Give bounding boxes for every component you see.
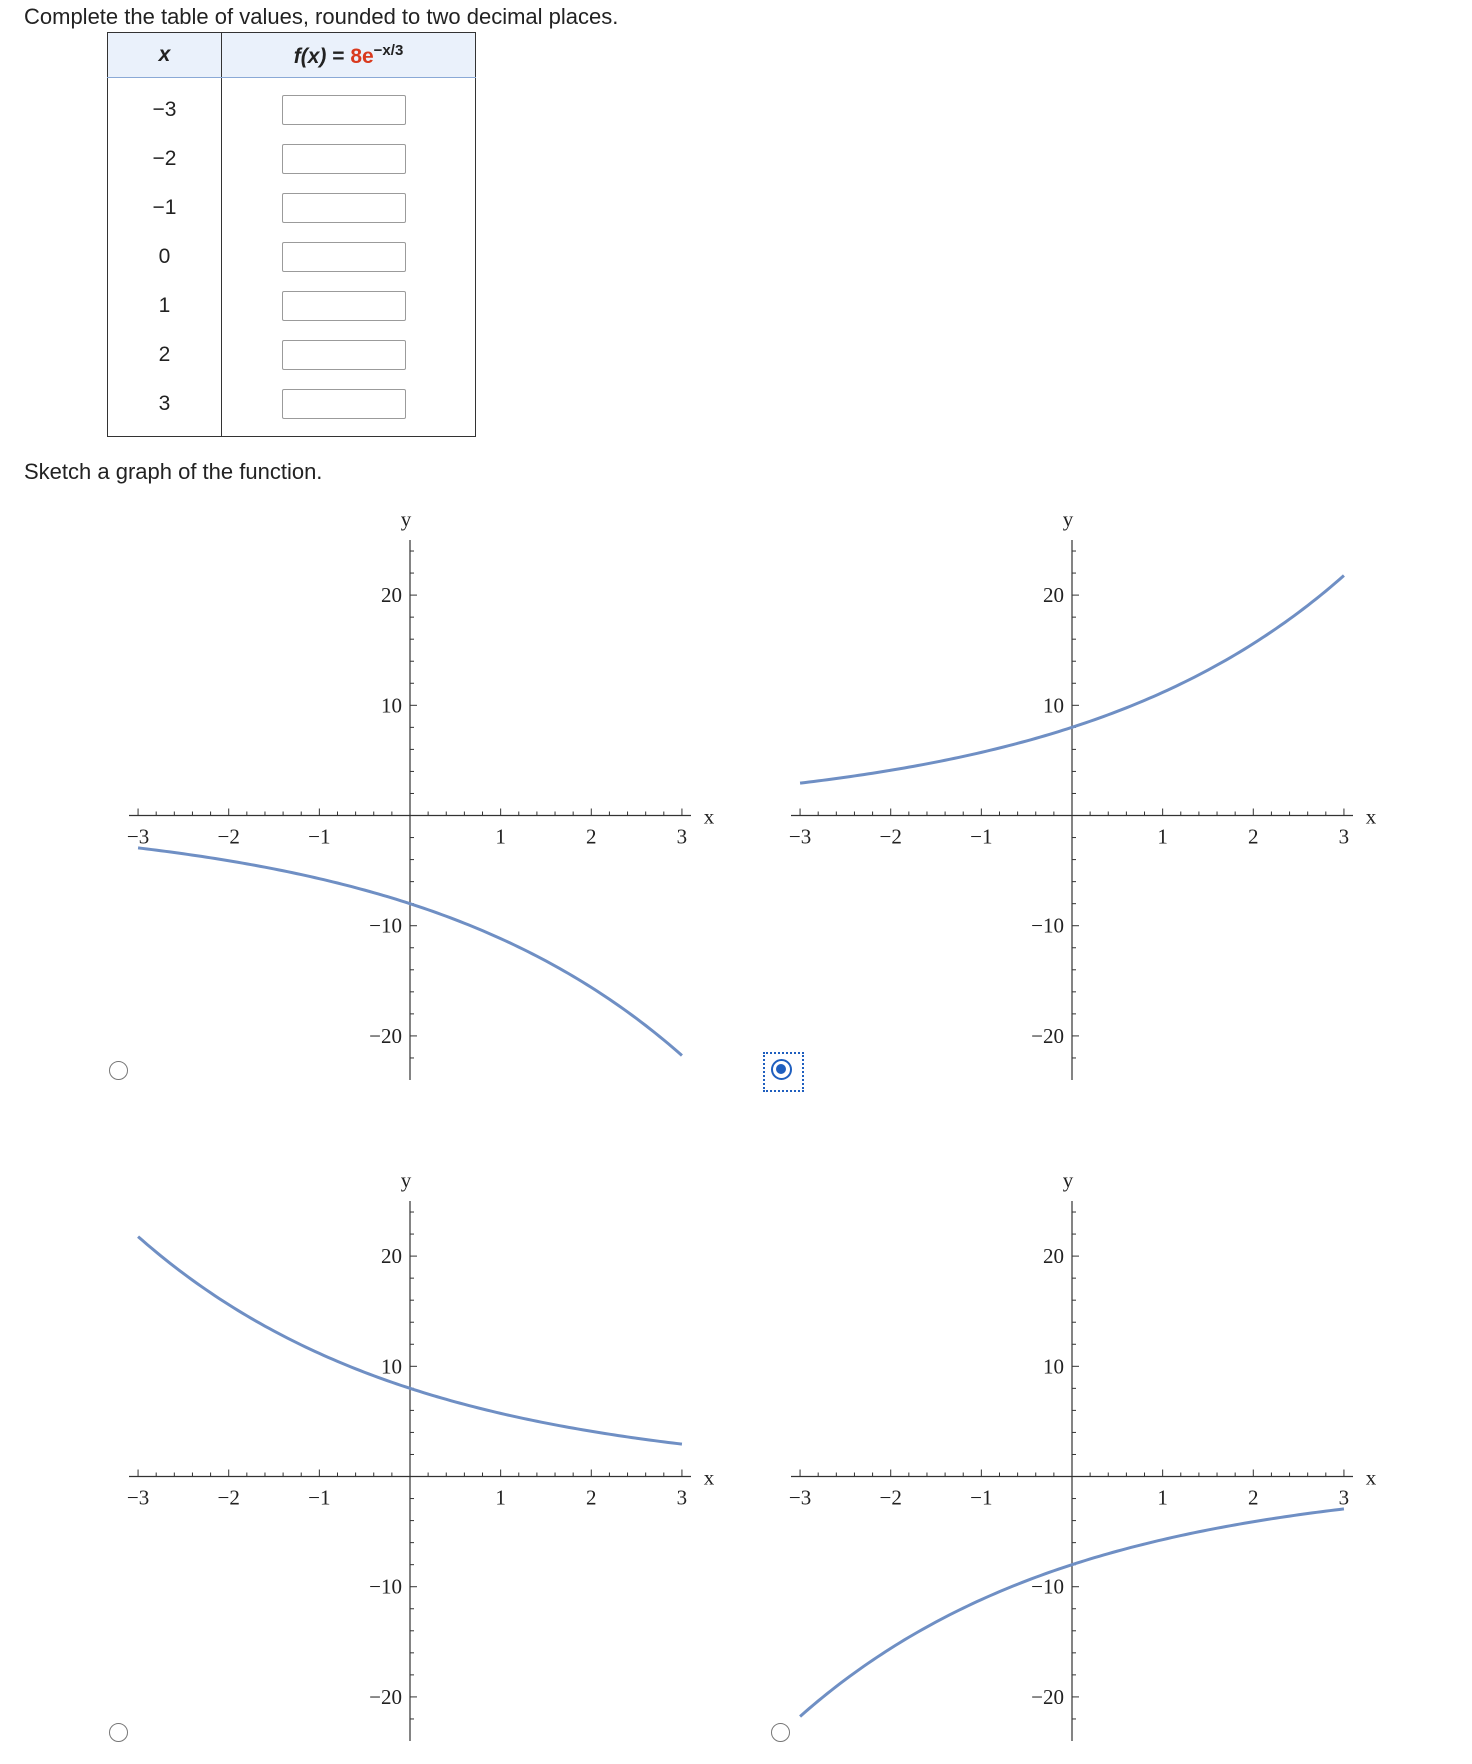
table-row (108, 134, 476, 183)
equals-sign: = (326, 44, 351, 68)
fx-cell (222, 281, 476, 330)
x-tick-label: −2 (879, 1485, 902, 1510)
header-x: x (108, 33, 222, 78)
y-axis-label: y (1062, 507, 1074, 531)
y-tick-label: −10 (369, 913, 402, 938)
table-header-row (108, 33, 476, 78)
fx-input-row-5[interactable] (282, 291, 406, 321)
y-tick-label: −20 (369, 1023, 402, 1048)
x-tick-label: −1 (308, 824, 331, 849)
y-tick-label: 10 (381, 693, 402, 718)
function-coefficient: 8e (350, 44, 374, 68)
table-row (108, 330, 476, 379)
table-row (108, 232, 476, 281)
graph-option-b-radio[interactable] (771, 1059, 792, 1080)
x-value: 2 (108, 330, 222, 379)
y-tick-label: −20 (1031, 1684, 1064, 1709)
graph-option-c[interactable] (120, 1161, 720, 1751)
x-axis-label: x (703, 804, 715, 829)
x-value: −1 (108, 183, 222, 232)
fx-input-row-6[interactable] (282, 340, 406, 370)
x-tick-label: 2 (586, 824, 597, 849)
header-function (222, 33, 476, 78)
x-tick-label: 2 (1248, 1485, 1259, 1510)
fx-cell (222, 183, 476, 232)
x-tick-label: 1 (1157, 824, 1168, 849)
x-tick-label: −1 (970, 824, 993, 849)
table-instructions: Complete the table of values, rounded to two decimal places. (24, 4, 619, 29)
function-exponent: −x/3 (373, 41, 404, 59)
x-value: 3 (108, 379, 222, 437)
x-tick-label: 3 (676, 1485, 688, 1510)
y-tick-label: −20 (1031, 1023, 1064, 1048)
y-axis-label: y (400, 1168, 412, 1192)
y-tick-label: −20 (369, 1684, 402, 1709)
fx-cell (222, 330, 476, 379)
fx-input-row-7[interactable] (282, 389, 406, 419)
x-tick-label: −1 (970, 1485, 993, 1510)
x-tick-label: 2 (1248, 824, 1259, 849)
fx-cell (222, 379, 476, 437)
y-tick-label: −10 (369, 1574, 402, 1599)
x-tick-label: 3 (1338, 824, 1350, 849)
x-tick-label: 1 (1157, 1485, 1168, 1510)
x-tick-label: −3 (126, 824, 150, 849)
table-row (108, 281, 476, 330)
x-tick-label: 3 (676, 824, 688, 849)
y-axis-label: y (400, 507, 412, 531)
fx-cell (222, 232, 476, 281)
table-row (108, 183, 476, 232)
fx-input-row-2[interactable] (282, 144, 406, 174)
y-tick-label: 20 (1043, 1244, 1064, 1269)
graph-option-d[interactable] (782, 1161, 1382, 1751)
x-tick-label: 2 (586, 1485, 597, 1510)
x-value: −2 (108, 134, 222, 183)
fx-cell (222, 78, 476, 135)
y-tick-label: 10 (1043, 693, 1064, 718)
fx-input-row-3[interactable] (282, 193, 406, 223)
y-tick-label: 20 (381, 1244, 402, 1269)
y-tick-label: −10 (1031, 1574, 1064, 1599)
graph-option-b[interactable] (782, 500, 1382, 1090)
x-value: 0 (108, 232, 222, 281)
y-tick-label: 20 (1043, 583, 1064, 608)
graph-option-a[interactable] (120, 500, 720, 1090)
y-tick-label: 20 (381, 583, 402, 608)
y-tick-label: 10 (1043, 1354, 1064, 1379)
graph-option-a-radio[interactable] (109, 1061, 128, 1080)
fx-cell (222, 134, 476, 183)
graph-instructions: Sketch a graph of the function. (24, 459, 323, 484)
y-axis-label: y (1062, 1168, 1074, 1192)
x-tick-label: −2 (217, 824, 240, 849)
x-axis-label: x (703, 1465, 715, 1490)
x-axis-label: x (1365, 804, 1377, 829)
fx-input-row-4[interactable] (282, 242, 406, 272)
x-tick-label: −3 (788, 824, 812, 849)
x-tick-label: 1 (495, 1485, 506, 1510)
x-tick-label: −3 (126, 1485, 150, 1510)
graph-option-c-radio[interactable] (109, 1723, 128, 1742)
x-tick-label: −2 (879, 824, 902, 849)
fx-input-row-1[interactable] (282, 95, 406, 125)
values-table (107, 32, 476, 437)
table-row (108, 379, 476, 437)
table-row (108, 78, 476, 135)
x-axis-label: x (1365, 1465, 1377, 1490)
x-tick-label: −1 (308, 1485, 331, 1510)
y-tick-label: −10 (1031, 913, 1064, 938)
x-tick-label: −3 (788, 1485, 812, 1510)
radio-selected-dot (776, 1064, 786, 1074)
function-name: f(x) (293, 44, 327, 68)
x-tick-label: 3 (1338, 1485, 1350, 1510)
x-tick-label: 1 (495, 824, 506, 849)
x-value: −3 (108, 78, 222, 135)
y-tick-label: 10 (381, 1354, 402, 1379)
x-tick-label: −2 (217, 1485, 240, 1510)
x-value: 1 (108, 281, 222, 330)
graph-option-d-radio[interactable] (771, 1723, 790, 1742)
